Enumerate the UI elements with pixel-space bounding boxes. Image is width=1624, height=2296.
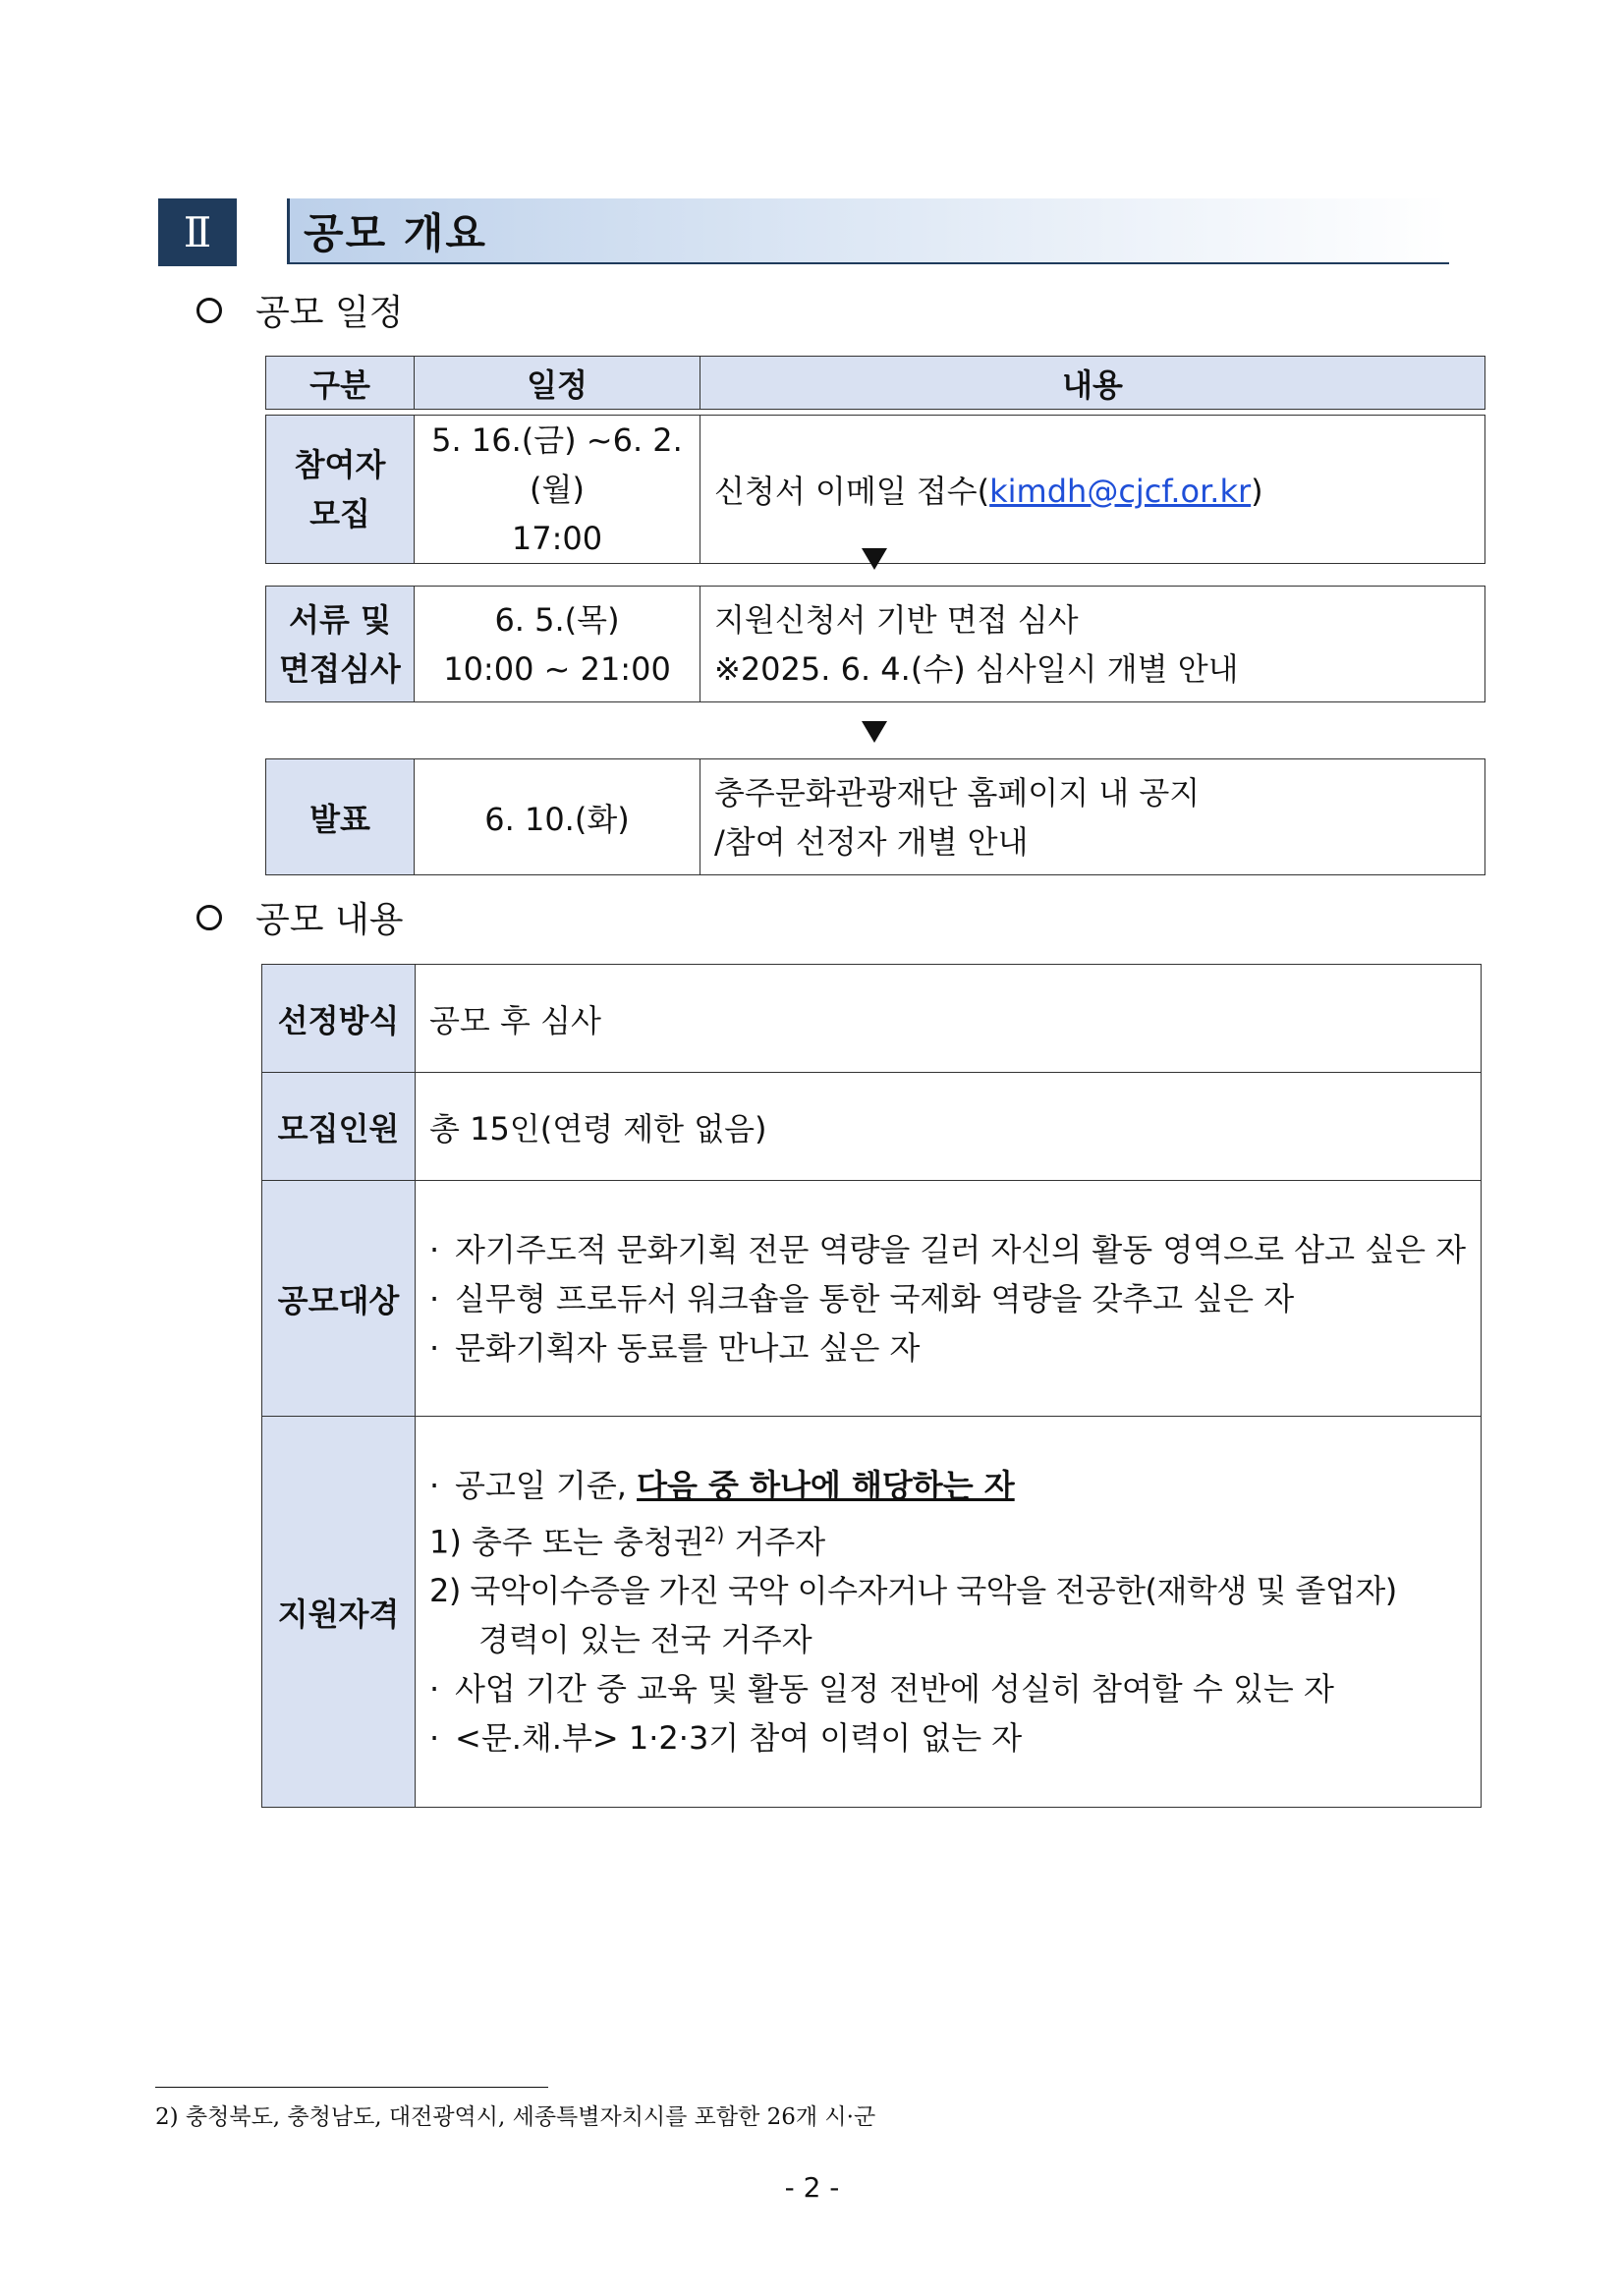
- circle-bullet-icon: [196, 298, 222, 323]
- section-title-bar: [287, 198, 1449, 264]
- row-label: 참여자 모집: [266, 416, 415, 564]
- footnote: 2) 충청북도, 충청남도, 대전광역시, 세종특별자치시를 포함한 26개 시·군: [155, 2104, 876, 2130]
- table-row: [266, 759, 1485, 875]
- col-header-date: 일정: [415, 357, 700, 410]
- row-content: 지원신청서 기반 면접 심사 ※2025. 6. 4.(수) 심사일시 개별 안내: [700, 587, 1485, 702]
- row-label: 모집인원: [262, 1073, 416, 1181]
- schedule-heading: [196, 285, 404, 335]
- arrow-down-icon: [862, 721, 887, 743]
- col-header-category: 구분: [266, 357, 415, 410]
- row-value: 공모 후 심사: [416, 965, 1482, 1073]
- list-item: · 사업 기간 중 교육 및 활동 일정 전반에 성실히 참여할 수 있는 자: [429, 1670, 1334, 1708]
- schedule-table-2: [265, 586, 1485, 702]
- table-row: [262, 1181, 1482, 1417]
- table-row: [266, 587, 1485, 702]
- row-label: 선정방식: [262, 965, 416, 1073]
- table-row: [266, 416, 1485, 564]
- list-item: 경력이 있는 전국 거주자: [478, 1621, 812, 1659]
- row-date: 5. 16.(금) ~6. 2.(월) 17:00: [415, 416, 700, 564]
- row-value: [416, 1181, 1482, 1417]
- details-heading-text: 공모 내용: [255, 900, 404, 940]
- footnote-divider: [155, 2087, 548, 2088]
- section-title: 공모 개요: [304, 208, 487, 257]
- col-header-content: 내용: [700, 357, 1485, 410]
- row-label: 지원자격: [262, 1417, 416, 1808]
- section-number: Ⅱ: [158, 198, 237, 266]
- table-row: [262, 1417, 1482, 1808]
- arrow-down-icon: [862, 548, 887, 570]
- circle-bullet-icon: [196, 905, 222, 930]
- schedule-table-3: [265, 758, 1485, 875]
- list-item: 2) 국악이수증을 가진 국악 이수자거나 국악을 전공한(재학생 및 졸업자): [429, 1572, 1397, 1610]
- row-content: 충주문화관광재단 홈페이지 내 공지 /참여 선정자 개별 안내: [700, 759, 1485, 875]
- list-item: · 문화기획자 동료를 만나고 싶은 자: [429, 1328, 921, 1367]
- list-item: · 공고일 기준, 다음 중 하나에 해당하는 자: [429, 1466, 1015, 1504]
- schedule-table-1: [265, 356, 1485, 564]
- list-item: 1) 충주 또는 충청권$^{2)}$ 거주자: [429, 1522, 826, 1561]
- list-item: · <문.채.부> 1·2·3기 참여 이력이 없는 자: [429, 1719, 1023, 1758]
- table-row: [262, 1073, 1482, 1181]
- row-label: 공모대상: [262, 1181, 416, 1417]
- row-date: 6. 5.(목) 10:00 ~ 21:00: [415, 587, 700, 702]
- schedule-heading-text: 공모 일정: [255, 293, 404, 333]
- email-link[interactable]: kimdh@cjcf.or.kr: [989, 473, 1252, 510]
- list-item: · 실무형 프로듀서 워크숍을 통한 국제화 역량을 갖추고 싶은 자: [429, 1279, 1295, 1317]
- row-label: 서류 및 면접심사: [266, 587, 415, 702]
- row-value: 총 15인(연령 제한 없음): [416, 1073, 1482, 1181]
- row-date: 6. 10.(화): [415, 759, 700, 875]
- list-item: · 자기주도적 문화기획 전문 역량을 길러 자신의 활동 영역으로 삼고 싶은 자: [429, 1230, 1467, 1268]
- row-label: 발표: [266, 759, 415, 875]
- row-value: [416, 1417, 1482, 1808]
- table-row: [262, 965, 1482, 1073]
- row-content: 신청서 이메일 접수(kimdh@cjcf.or.kr): [700, 416, 1485, 564]
- details-table: [261, 964, 1482, 1808]
- page-number: - 2 -: [784, 2171, 840, 2204]
- details-heading: [196, 892, 404, 942]
